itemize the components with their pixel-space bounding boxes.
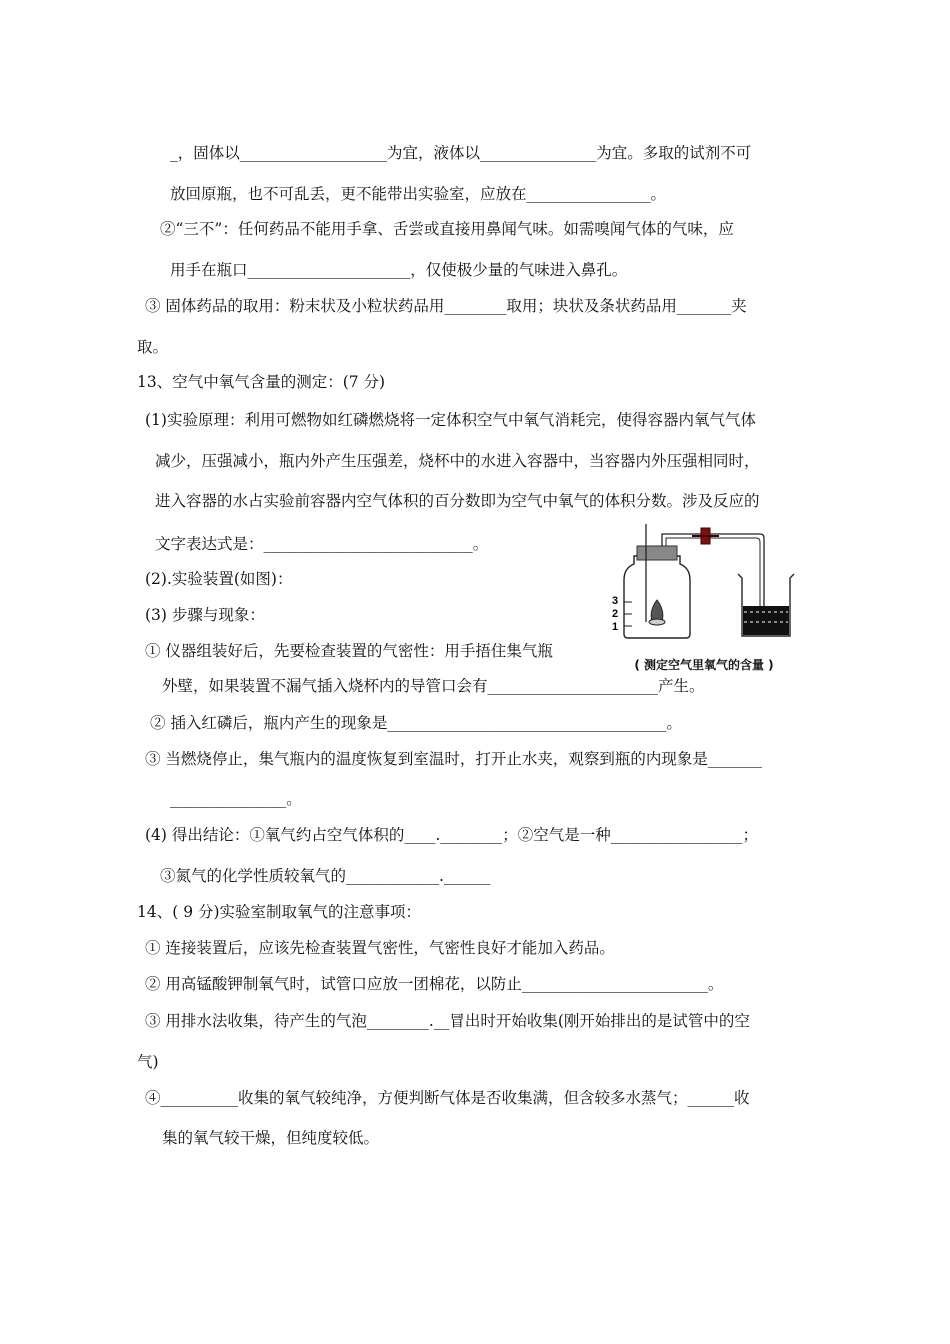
text-line-5: ③ 固体药品的取用：粉末状及小粒状药品用________取用；块状及条状药品用_______夹 bbox=[145, 297, 747, 315]
scale-label-1: 1 bbox=[612, 621, 619, 633]
text-line-13: (3) 步骤与现象： bbox=[145, 606, 265, 624]
text-line-24: ③ 用排水法收集，待产生的气泡________.__冒出时开始收集(刚开始排出的是试管中的空 bbox=[145, 1012, 750, 1030]
text-line-11: 文字表达式是：___________________________。 bbox=[155, 535, 489, 553]
text-line-12: (2).实验装置(如图)： bbox=[145, 570, 293, 588]
text-line-15: 外壁，如果装置不漏气插入烧杯内的导管口会有______________________产生。 bbox=[162, 677, 705, 695]
gas-bottle bbox=[624, 556, 690, 638]
text-line-14: ① 仪器组装好后，先要检查装置的气密性：用手捂住集气瓶 bbox=[145, 642, 553, 660]
text-line-8: (1)实验原理：利用可燃物如红磷燃烧将一定体积空气中氧气消耗完，使得容器内氧气气体 bbox=[145, 411, 756, 429]
text-line-19: (4) 得出结论：①氧气约占空气体积的____.________；②空气是一种_________________； bbox=[145, 826, 759, 844]
text-line-9: 减少，压强减小，瓶内外产生压强差，烧杯中的水进入容器中，当容器内外压强相同时， bbox=[155, 452, 760, 470]
text-line-16: ② 插入红磷后，瓶内产生的现象是____________________________________。 bbox=[150, 714, 682, 732]
text-line-26: ④__________收集的氧气较纯净，方便判断气体是否收集满，但含较多水蒸气；______收 bbox=[145, 1089, 750, 1107]
text-line-1: _，固体以___________________为宜，液体以_______________为宜。多取的试剂不可 bbox=[170, 144, 752, 162]
text-line-4: 用手在瓶口_____________________，仅使极少量的气味进入鼻孔。 bbox=[170, 261, 628, 279]
text-line-17: ③ 当燃烧停止，集气瓶内的温度恢复到室温时，打开止水夹，观察到瓶的内现象是_______ bbox=[145, 750, 763, 768]
oxygen-measurement-apparatus bbox=[604, 518, 816, 678]
text-line-22: ① 连接装置后，应该先检查装置气密性，气密性良好才能加入药品。 bbox=[145, 939, 615, 957]
phosphorus bbox=[649, 619, 665, 625]
rubber-stopper bbox=[637, 546, 677, 560]
section-14-heading: 14、( 9 分)实验室制取氧气的注意事项： bbox=[137, 903, 422, 921]
text-line-23: ② 用高锰酸钾制氧气时，试管口应放一团棉花，以防止________________________。 bbox=[145, 975, 724, 993]
text-line-20: ③氮气的化学性质较氧气的____________.______ bbox=[160, 867, 491, 885]
scale-label-3: 3 bbox=[612, 595, 619, 607]
text-line-6: 取。 bbox=[137, 338, 169, 356]
text-line-2: 放回原瓶，也不可乱丢，更不能带出实验室，应放在________________。 bbox=[170, 185, 667, 203]
text-line-10: 进入容器的水占实验前容器内空气体积的百分数即为空气中氧气的体积分数。涉及反应的 bbox=[155, 492, 760, 510]
text-line-27: 集的氧气较干燥，但纯度较低。 bbox=[162, 1129, 380, 1147]
water bbox=[743, 606, 789, 635]
text-line-25: 气) bbox=[137, 1053, 159, 1071]
scale-label-2: 2 bbox=[612, 608, 619, 620]
text-line-18: _______________。 bbox=[170, 790, 302, 808]
figure-caption: ( 测定空气里氧气的含量 ) bbox=[634, 658, 774, 672]
text-line-3: ②“三不”：任何药品不能用手拿、舌尝或直接用鼻闻气味。如需嗅闻气体的气味，应 bbox=[160, 220, 734, 238]
section-13-heading: 13、空气中氧气含量的测定：(7 分) bbox=[137, 373, 386, 391]
